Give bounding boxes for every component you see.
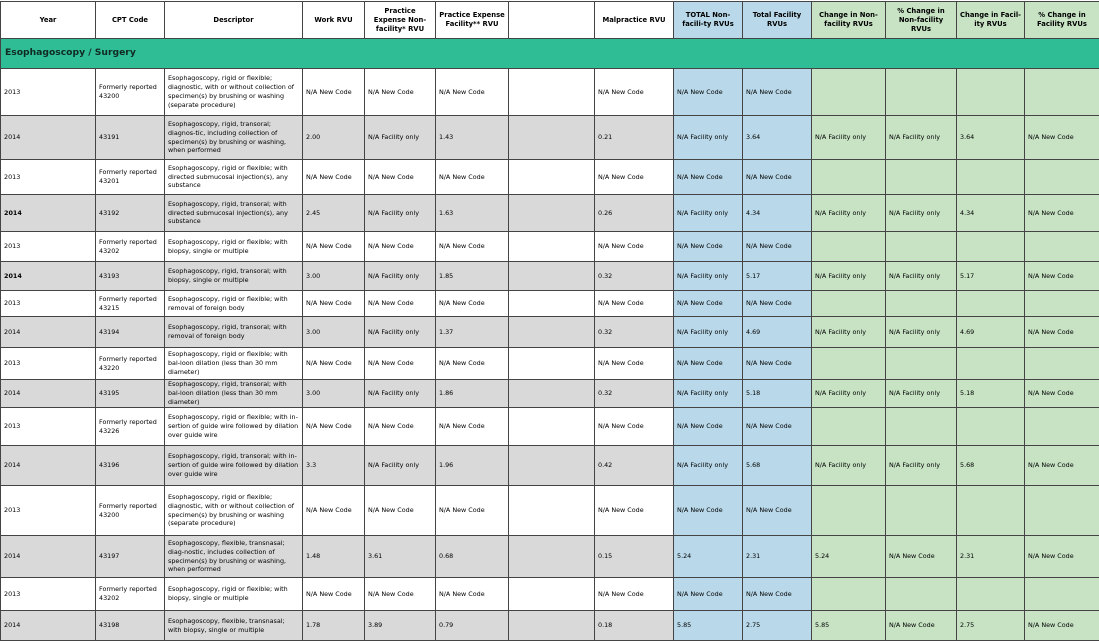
cell-total-facility: 2.75 [743, 611, 812, 641]
cell-pct-change-facility: N/A New Code [1025, 446, 1099, 486]
table-row [1, 195, 1099, 232]
cell-malpractice: N/A New Code [595, 69, 674, 116]
cell-pct-change-facility [1025, 348, 1099, 380]
cell-year: 2014 [1, 536, 96, 578]
cell-pe-facility: 1.85 [436, 262, 509, 291]
cell-blank [509, 408, 595, 446]
cell-year: 2013 [1, 486, 96, 536]
cell-malpractice: N/A New Code [595, 291, 674, 317]
cell-total-facility: N/A New Code [743, 291, 812, 317]
cell-descriptor: Esophagoscopy, rigid, transoral; with biopsy, single or multiple [165, 262, 303, 291]
cell-descriptor: Esophagoscopy, rigid or flexible; with biopsy, single or multiple [165, 232, 303, 262]
cell-blank [509, 380, 595, 408]
cell-malpractice: 0.26 [595, 195, 674, 232]
col-header-change-nonfacility: Change in Non-facility RVUs [812, 2, 886, 39]
col-header-year: Year [1, 2, 96, 39]
cell-work-rvu: N/A New Code [303, 69, 365, 116]
cell-cpt-code: Formerly reported 43200 [96, 486, 165, 536]
cell-malpractice: 0.18 [595, 611, 674, 641]
table-row [1, 536, 1099, 578]
cell-pct-change-nonfacility: N/A Facility only [886, 317, 957, 348]
cell-descriptor: Esophagoscopy, rigid, transoral; with in-sertion of guide wire followed by dilation over guide wire [165, 446, 303, 486]
table-row [1, 446, 1099, 486]
cell-change-nonfacility: N/A Facility only [812, 380, 886, 408]
cell-total-nonfacility: N/A New Code [674, 578, 743, 611]
cell-year: 2013 [1, 291, 96, 317]
cell-cpt-code: Formerly reported 43202 [96, 578, 165, 611]
cell-cpt-code: 43196 [96, 446, 165, 486]
cell-pct-change-facility [1025, 578, 1099, 611]
cell-change-nonfacility [812, 578, 886, 611]
cell-change-nonfacility [812, 486, 886, 536]
cell-total-nonfacility: N/A New Code [674, 486, 743, 536]
cell-work-rvu: 3.3 [303, 446, 365, 486]
header-row [1, 2, 1099, 39]
table-row [1, 160, 1099, 195]
cell-total-nonfacility: N/A New Code [674, 69, 743, 116]
cell-change-nonfacility: 5.24 [812, 536, 886, 578]
cell-malpractice: N/A New Code [595, 232, 674, 262]
cell-total-nonfacility: N/A Facility only [674, 262, 743, 291]
cell-pct-change-facility: N/A New Code [1025, 380, 1099, 408]
cell-change-facility: 3.64 [957, 116, 1025, 160]
cell-malpractice: N/A New Code [595, 348, 674, 380]
cell-cpt-code: 43197 [96, 536, 165, 578]
cell-change-facility: 5.68 [957, 446, 1025, 486]
cell-pe-facility: 1.63 [436, 195, 509, 232]
cell-pct-change-nonfacility [886, 408, 957, 446]
cell-malpractice: N/A New Code [595, 408, 674, 446]
cell-cpt-code: Formerly reported 43215 [96, 291, 165, 317]
col-header-blank [509, 2, 595, 39]
cell-pct-change-nonfacility [886, 232, 957, 262]
cell-work-rvu: 2.45 [303, 195, 365, 232]
cell-total-nonfacility: N/A Facility only [674, 446, 743, 486]
cell-work-rvu: N/A New Code [303, 408, 365, 446]
cell-year: 2014 [1, 446, 96, 486]
cell-year: 2014 [1, 262, 96, 291]
cell-year: 2014 [1, 195, 96, 232]
cell-pct-change-nonfacility [886, 486, 957, 536]
cell-pe-nonfacility: N/A Facility only [365, 446, 436, 486]
cell-pe-facility: N/A New Code [436, 578, 509, 611]
cell-total-facility: N/A New Code [743, 69, 812, 116]
cell-change-nonfacility: N/A Facility only [812, 116, 886, 160]
cell-blank [509, 195, 595, 232]
table-row [1, 408, 1099, 446]
cell-cpt-code: 43195 [96, 380, 165, 408]
cell-pct-change-nonfacility: N/A Facility only [886, 262, 957, 291]
cell-cpt-code: 43191 [96, 116, 165, 160]
cell-pe-nonfacility: N/A New Code [365, 578, 436, 611]
cell-malpractice: N/A New Code [595, 578, 674, 611]
cell-pct-change-facility [1025, 232, 1099, 262]
cell-cpt-code: 43193 [96, 262, 165, 291]
cell-pe-nonfacility: N/A New Code [365, 486, 436, 536]
table-row [1, 317, 1099, 348]
cell-pe-facility: 1.43 [436, 116, 509, 160]
cell-cpt-code: Formerly reported 43200 [96, 69, 165, 116]
cell-work-rvu: N/A New Code [303, 160, 365, 195]
cell-pct-change-nonfacility [886, 291, 957, 317]
cell-descriptor: Esophagoscopy, rigid, transoral; diagnos-tic, including collection of specimen(s) by brushing or washing, when performed [165, 116, 303, 160]
cell-cpt-code: 43194 [96, 317, 165, 348]
col-header-pct-change-facility: % Change in Facility RVUs [1025, 2, 1099, 39]
cell-malpractice: N/A New Code [595, 160, 674, 195]
cell-descriptor: Esophagoscopy, rigid or flexible; with directed submucosal injection(s), any substance [165, 160, 303, 195]
col-header-pct-change-nonfacility: % Change in Non-facility RVUs [886, 2, 957, 39]
cell-pe-nonfacility: N/A New Code [365, 69, 436, 116]
cell-total-facility: N/A New Code [743, 160, 812, 195]
cell-blank [509, 536, 595, 578]
cell-pe-nonfacility: N/A Facility only [365, 116, 436, 160]
cell-change-facility [957, 69, 1025, 116]
cell-malpractice: 0.21 [595, 116, 674, 160]
cell-pct-change-facility: N/A New Code [1025, 116, 1099, 160]
cell-total-nonfacility: N/A New Code [674, 232, 743, 262]
cell-malpractice: 0.42 [595, 446, 674, 486]
cell-work-rvu: 3.00 [303, 262, 365, 291]
cell-pe-facility: 0.68 [436, 536, 509, 578]
cell-blank [509, 446, 595, 486]
cell-year: 2013 [1, 160, 96, 195]
cell-change-facility: 5.18 [957, 380, 1025, 408]
cell-pe-facility: N/A New Code [436, 348, 509, 380]
cell-work-rvu: 3.00 [303, 380, 365, 408]
cell-total-nonfacility: N/A Facility only [674, 195, 743, 232]
cell-work-rvu: 1.48 [303, 536, 365, 578]
cell-change-facility: 2.75 [957, 611, 1025, 641]
cell-cpt-code: 43192 [96, 195, 165, 232]
cell-blank [509, 232, 595, 262]
cell-change-facility [957, 578, 1025, 611]
cell-pe-facility: N/A New Code [436, 408, 509, 446]
cell-year: 2013 [1, 408, 96, 446]
cell-pct-change-nonfacility: N/A New Code [886, 611, 957, 641]
cell-total-nonfacility: N/A Facility only [674, 317, 743, 348]
cell-pe-nonfacility: N/A Facility only [365, 195, 436, 232]
col-header-total-facility: Total Facility RVUs [743, 2, 812, 39]
table-row [1, 69, 1099, 116]
cell-pe-nonfacility: N/A Facility only [365, 317, 436, 348]
cell-total-facility: N/A New Code [743, 348, 812, 380]
cell-total-nonfacility: N/A Facility only [674, 116, 743, 160]
cell-descriptor: Esophagoscopy, flexible, transnasal; diag-nostic, includes collection of specimen(s) by brushing or washing, when performed [165, 536, 303, 578]
section-title: Esophagoscopy / Surgery [1, 39, 1099, 69]
cell-pct-change-facility: N/A New Code [1025, 317, 1099, 348]
cell-descriptor: Esophagoscopy, rigid or flexible; diagnostic, with or without collection of specimen(s) by brushing or washing (separate procedure) [165, 69, 303, 116]
cell-pct-change-nonfacility [886, 160, 957, 195]
cell-pe-nonfacility: N/A Facility only [365, 262, 436, 291]
cell-pe-nonfacility: N/A New Code [365, 160, 436, 195]
cell-year: 2014 [1, 611, 96, 641]
cell-pe-nonfacility: N/A New Code [365, 291, 436, 317]
cell-change-facility [957, 408, 1025, 446]
cell-pct-change-facility: N/A New Code [1025, 262, 1099, 291]
cell-pct-change-nonfacility [886, 578, 957, 611]
cell-total-nonfacility: 5.24 [674, 536, 743, 578]
cell-change-nonfacility: N/A Facility only [812, 446, 886, 486]
col-header-malpractice: Malpractice RVU [595, 2, 674, 39]
cell-pe-nonfacility: N/A Facility only [365, 380, 436, 408]
cell-cpt-code: Formerly reported 43202 [96, 232, 165, 262]
cell-descriptor: Esophagoscopy, rigid or flexible; diagnostic, with or without collection of specimen(s) by brushing or washing (separate procedure) [165, 486, 303, 536]
cell-change-nonfacility: 5.85 [812, 611, 886, 641]
cell-pe-facility: N/A New Code [436, 486, 509, 536]
cell-pe-facility: 0.79 [436, 611, 509, 641]
cell-pe-facility: N/A New Code [436, 160, 509, 195]
cell-cpt-code: Formerly reported 43201 [96, 160, 165, 195]
table-row [1, 380, 1099, 408]
cell-pct-change-nonfacility: N/A New Code [886, 536, 957, 578]
cell-pe-facility: 1.37 [436, 317, 509, 348]
cell-year: 2014 [1, 380, 96, 408]
cell-change-facility [957, 160, 1025, 195]
cell-cpt-code: Formerly reported 43220 [96, 348, 165, 380]
cell-cpt-code: Formerly reported 43226 [96, 408, 165, 446]
cell-descriptor: Esophagoscopy, rigid, transoral; with bal-loon dilation (less than 30 mm diameter) [165, 380, 303, 408]
col-header-change-facility: Change in Facil-ity RVUs [957, 2, 1025, 39]
cell-change-facility [957, 291, 1025, 317]
cell-blank [509, 116, 595, 160]
cell-descriptor: Esophagoscopy, rigid, transoral; with directed submucosal injection(s), any substance [165, 195, 303, 232]
cell-pct-change-facility: N/A New Code [1025, 611, 1099, 641]
cell-work-rvu: N/A New Code [303, 348, 365, 380]
cell-pe-nonfacility: 3.89 [365, 611, 436, 641]
cell-descriptor: Esophagoscopy, flexible, transnasal; with biopsy, single or multiple [165, 611, 303, 641]
cell-work-rvu: 3.00 [303, 317, 365, 348]
cell-change-facility [957, 486, 1025, 536]
cell-malpractice: 0.32 [595, 380, 674, 408]
table-row [1, 486, 1099, 536]
table-row [1, 116, 1099, 160]
cell-malpractice: 0.15 [595, 536, 674, 578]
cell-pct-change-facility [1025, 486, 1099, 536]
cell-change-facility: 4.69 [957, 317, 1025, 348]
table-row [1, 611, 1099, 641]
cell-malpractice: 0.32 [595, 317, 674, 348]
cell-descriptor: Esophagoscopy, rigid or flexible; with bal-loon dilation (less than 30 mm diameter) [165, 348, 303, 380]
cell-change-nonfacility [812, 291, 886, 317]
cell-change-facility [957, 232, 1025, 262]
cell-pe-facility: 1.86 [436, 380, 509, 408]
cell-total-facility: 5.18 [743, 380, 812, 408]
cell-total-facility: 4.34 [743, 195, 812, 232]
cell-change-nonfacility [812, 408, 886, 446]
cell-total-facility: 2.31 [743, 536, 812, 578]
table-row [1, 291, 1099, 317]
col-header-descriptor: Descriptor [165, 2, 303, 39]
cell-pct-change-nonfacility: N/A Facility only [886, 446, 957, 486]
cell-blank [509, 348, 595, 380]
cell-blank [509, 291, 595, 317]
cell-total-nonfacility: N/A New Code [674, 348, 743, 380]
cell-descriptor: Esophagoscopy, rigid or flexible; with in-sertion of guide wire followed by dilation over guide wire [165, 408, 303, 446]
cell-change-facility: 4.34 [957, 195, 1025, 232]
cell-work-rvu: N/A New Code [303, 291, 365, 317]
cell-total-facility: 4.69 [743, 317, 812, 348]
cell-change-nonfacility: N/A Facility only [812, 195, 886, 232]
table-row [1, 262, 1099, 291]
cell-pe-nonfacility: N/A New Code [365, 348, 436, 380]
cell-pe-facility: 1.96 [436, 446, 509, 486]
cell-malpractice: 0.32 [595, 262, 674, 291]
cell-pct-change-facility [1025, 408, 1099, 446]
cell-year: 2013 [1, 348, 96, 380]
cell-total-facility: 5.17 [743, 262, 812, 291]
cell-total-facility: N/A New Code [743, 408, 812, 446]
table-row [1, 578, 1099, 611]
cell-blank [509, 317, 595, 348]
cell-pct-change-nonfacility: N/A Facility only [886, 195, 957, 232]
cell-descriptor: Esophagoscopy, rigid, transoral; with removal of foreign body [165, 317, 303, 348]
col-header-work-rvu: Work RVU [303, 2, 365, 39]
cell-pct-change-facility: N/A New Code [1025, 195, 1099, 232]
col-header-pe-facility: Practice Expense Facility** RVU [436, 2, 509, 39]
cell-year: 2013 [1, 69, 96, 116]
cell-blank [509, 69, 595, 116]
table-row [1, 348, 1099, 380]
cell-blank [509, 262, 595, 291]
cell-total-nonfacility: 5.85 [674, 611, 743, 641]
cell-total-nonfacility: N/A Facility only [674, 380, 743, 408]
cell-pct-change-nonfacility: N/A Facility only [886, 380, 957, 408]
cell-total-nonfacility: N/A New Code [674, 160, 743, 195]
table-row [1, 232, 1099, 262]
cell-pe-facility: N/A New Code [436, 291, 509, 317]
cell-pe-facility: N/A New Code [436, 69, 509, 116]
cell-change-nonfacility: N/A Facility only [812, 317, 886, 348]
cell-pe-nonfacility: N/A New Code [365, 408, 436, 446]
cell-total-nonfacility: N/A New Code [674, 291, 743, 317]
cell-pct-change-facility [1025, 160, 1099, 195]
cell-total-facility: 3.64 [743, 116, 812, 160]
cell-change-nonfacility [812, 348, 886, 380]
cell-change-nonfacility [812, 69, 886, 116]
cell-pct-change-facility [1025, 291, 1099, 317]
cell-pe-facility: N/A New Code [436, 232, 509, 262]
cell-blank [509, 578, 595, 611]
cell-total-facility: N/A New Code [743, 232, 812, 262]
cell-pe-nonfacility: N/A New Code [365, 232, 436, 262]
cell-year: 2014 [1, 116, 96, 160]
col-header-cpt-code: CPT Code [96, 2, 165, 39]
cell-change-facility: 2.31 [957, 536, 1025, 578]
cell-pct-change-nonfacility: N/A Facility only [886, 116, 957, 160]
cell-malpractice: N/A New Code [595, 486, 674, 536]
cell-pe-nonfacility: 3.61 [365, 536, 436, 578]
cell-blank [509, 611, 595, 641]
cell-change-nonfacility [812, 232, 886, 262]
cell-year: 2013 [1, 232, 96, 262]
col-header-total-nonfacility: TOTAL Non-facili-ty RVUs [674, 2, 743, 39]
cell-change-facility [957, 348, 1025, 380]
cell-pct-change-facility [1025, 69, 1099, 116]
cell-work-rvu: 1.78 [303, 611, 365, 641]
cell-year: 2014 [1, 317, 96, 348]
cell-pct-change-facility: N/A New Code [1025, 536, 1099, 578]
cell-change-facility: 5.17 [957, 262, 1025, 291]
cell-pct-change-nonfacility [886, 69, 957, 116]
section-row [1, 39, 1099, 69]
cell-work-rvu: 2.00 [303, 116, 365, 160]
cell-change-nonfacility [812, 160, 886, 195]
cell-blank [509, 486, 595, 536]
cell-change-nonfacility: N/A Facility only [812, 262, 886, 291]
cell-total-facility: 5.68 [743, 446, 812, 486]
col-header-pe-nonfacility: Practice Expense Non-facility* RVU [365, 2, 436, 39]
cell-blank [509, 160, 595, 195]
cell-total-nonfacility: N/A New Code [674, 408, 743, 446]
cell-descriptor: Esophagoscopy, rigid or flexible; with biopsy, single or multiple [165, 578, 303, 611]
cell-work-rvu: N/A New Code [303, 578, 365, 611]
cell-total-facility: N/A New Code [743, 578, 812, 611]
cell-total-facility: N/A New Code [743, 486, 812, 536]
cell-year: 2013 [1, 578, 96, 611]
cell-work-rvu: N/A New Code [303, 486, 365, 536]
cell-descriptor: Esophagoscopy, rigid or flexible; with removal of foreign body [165, 291, 303, 317]
cell-work-rvu: N/A New Code [303, 232, 365, 262]
rvu-table [0, 1, 1099, 641]
cell-cpt-code: 43198 [96, 611, 165, 641]
cell-pct-change-nonfacility [886, 348, 957, 380]
